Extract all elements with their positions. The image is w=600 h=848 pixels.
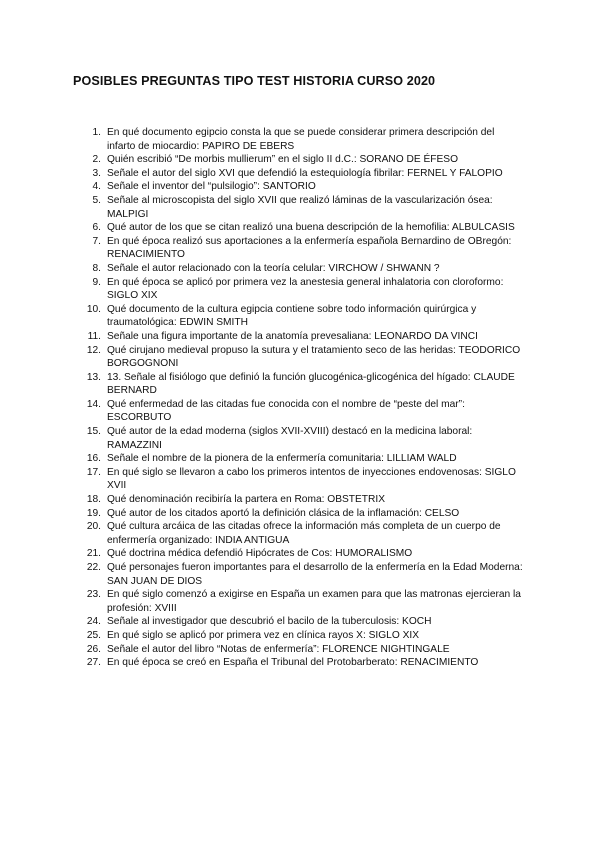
question-text: Qué denominación recibiría la partera en Roma: OBSTETRIX (107, 494, 386, 506)
question-item (83, 561, 523, 588)
question-item (83, 615, 523, 629)
question-item (83, 262, 523, 276)
question-number: 14. (86, 398, 101, 410)
question-number: 11. (87, 330, 101, 342)
question-number: 12. (86, 344, 101, 356)
question-item (83, 153, 523, 167)
question-text: 13. Señale al fisiólogo que definió la función glucogénica-glicogénica del hígado: CLAUDE BERNARD (107, 371, 515, 397)
question-item (83, 303, 523, 330)
question-number: 5. (92, 194, 101, 206)
question-list (83, 126, 523, 670)
question-number: 23. (86, 589, 101, 601)
document-title: POSIBLES PREGUNTAS TIPO TEST HISTORIA CURSO 2020 (73, 74, 436, 88)
question-text: En qué época se creó en España el Tribunal del Protobarberato: RENACIMIENTO (107, 657, 479, 669)
question-number: 13. (86, 371, 101, 383)
question-number: 3. (92, 167, 101, 179)
question-text: En qué siglo se aplicó por primera vez en clínica rayos X: SIGLO XIX (107, 629, 419, 641)
question-item (83, 507, 523, 521)
question-text: En qué época realizó sus aportaciones a la enfermería española Bernardino de OBregón: RENACIMIENTO (107, 235, 512, 261)
question-number: 26. (86, 643, 101, 655)
question-number: 10. (86, 303, 101, 315)
question-text: Señale al microscopista del siglo XVII que realizó láminas de la vascularización ósea: MALPIGI (107, 194, 493, 220)
question-item (83, 656, 523, 670)
question-number: 19. (86, 507, 101, 519)
question-text: En qué siglo se llevaron a cabo los primeros intentos de inyecciones endovenosas: SIGLO XVII (107, 466, 516, 492)
question-text: Qué cultura arcáica de las citadas ofrece la información más completa de un cuerpo de enfermería organizado: INDIA ANTIGUA (107, 521, 501, 546)
question-text: Quién escribió “De morbis mullierum” en el siglo II d.C.: SORANO DE ÉFESO (107, 154, 459, 166)
question-text: En qué siglo comenzó a exigirse en España un examen para que las matronas ejercieran la profesión: XVIII (107, 589, 521, 614)
question-item (83, 276, 523, 303)
question-number: 17. (86, 466, 101, 478)
question-text: Qué autor de los que se citan realizó una buena descripción de la hemofilia: ALBULCASIS (107, 222, 515, 234)
question-item (83, 452, 523, 466)
question-item (83, 520, 523, 547)
question-text: Qué autor de los citados aportó la definición clásica de la inflamación: CELSO (107, 507, 460, 519)
question-text: Señale el autor del siglo XVI que defendió la estequiología fibrilar: FERNEL Y FALOPIO (107, 167, 503, 179)
question-number: 25. (86, 629, 101, 641)
question-item (83, 126, 523, 153)
question-number: 20. (86, 521, 101, 533)
question-text: Señale el autor del libro “Notas de enfermería”: FLORENCE NIGHTINGALE (107, 643, 450, 655)
question-text: Qué autor de la edad moderna (siglos XVII-XVIII) destacó en la medicina laboral: RAMAZZINI (107, 426, 473, 451)
question-number: 2. (92, 154, 101, 166)
question-item (83, 425, 523, 452)
question-number: 15. (86, 426, 101, 438)
question-number: 6. (92, 222, 101, 234)
question-number: 7. (92, 235, 101, 247)
question-number: 4. (92, 181, 101, 193)
question-item (83, 194, 523, 221)
question-text: Señale una figura importante de la anatomía prevesaliana: LEONARDO DA VINCI (107, 330, 478, 342)
question-number: 8. (92, 262, 101, 274)
question-number: 21. (86, 548, 101, 560)
question-number: 27. (86, 657, 101, 669)
question-text: Señale el nombre de la pionera de la enfermería comunitaria: LILLIAM WALD (107, 453, 457, 465)
question-text: Señale al investigador que descubrió el bacilo de la tuberculosis: KOCH (107, 616, 432, 628)
question-text: Señale el autor relacionado con la teoría celular: VIRCHOW / SHWANN ? (107, 262, 440, 274)
question-number: 22. (86, 562, 101, 573)
question-item (83, 643, 523, 657)
question-item (83, 167, 523, 181)
question-number: 1. (92, 127, 101, 138)
question-text: Qué personajes fueron importantes para el desarrollo de la enfermería en la Edad Moderna: SAN JUAN DE DIOS (107, 562, 523, 587)
question-item (83, 221, 523, 235)
question-item (83, 180, 523, 194)
question-item (83, 398, 523, 425)
question-text: En qué documento egipcio consta la que se puede considerar primera descripción del infarto de miocardio: PAPIRO DE EBERS (107, 127, 495, 152)
question-text: Qué enfermedad de las citadas fue conocida con el nombre de “peste del mar”: ESCORBUTO (107, 398, 465, 424)
question-item (83, 588, 523, 615)
question-number: 24. (86, 616, 101, 628)
question-number: 9. (92, 276, 101, 288)
question-item (83, 547, 523, 561)
question-item (83, 466, 523, 493)
question-text: Señale el inventor del “pulsilogio”: SANTORIO (107, 181, 316, 193)
question-number: 18. (86, 494, 101, 506)
question-item (83, 493, 523, 507)
question-item (83, 344, 523, 371)
question-text: Qué doctrina médica defendió Hipócrates de Cos: HUMORALISMO (107, 548, 413, 560)
question-text: En qué época se aplicó por primera vez la anestesia general inhalatoria con cloroformo: SIGLO XIX (107, 276, 504, 302)
question-text: Qué documento de la cultura egipcia contiene sobre todo información quirúrgica y traumatológica: EDWIN SMITH (107, 303, 477, 329)
question-item (83, 330, 523, 344)
question-item (83, 371, 523, 398)
question-text: Qué cirujano medieval propuso la sutura y el tratamiento seco de las heridas: TEODORICO BORGOGNONI (107, 344, 521, 370)
question-number: 16. (86, 453, 101, 465)
question-item (83, 235, 523, 262)
question-item (83, 629, 523, 643)
